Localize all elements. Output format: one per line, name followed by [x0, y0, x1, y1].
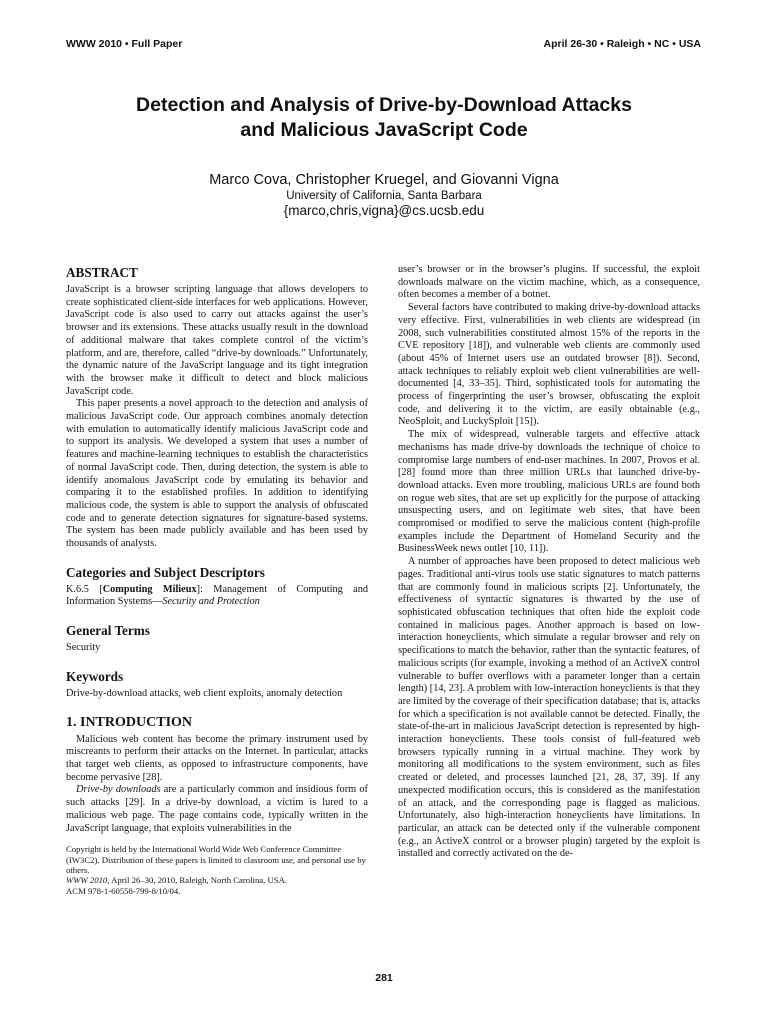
categories-text: [66, 584, 368, 609]
introduction-paragraph-2: [66, 784, 368, 835]
introduction-paragraph-2-text: are a particularly common and insidious form of such attacks [29]. In a drive-by download, a victim is lured to a malicious web page. The page contains code, typically written in the JavaScript language, that exploits vulnerabilities in the: [66, 784, 368, 834]
paper-title-line-2: and Malicious JavaScript Code: [240, 119, 528, 141]
right-paragraph-1: user’s browser or in the browser’s plugins. If successful, the exploit downloads malware on the victim machine, which, as a consequence, often becomes a member of a botnet.: [398, 264, 700, 301]
category-description: ]: Management of Computing and Information Systems—: [66, 583, 368, 608]
author-affiliation: University of California, Santa Barbara: [286, 190, 482, 202]
page-number: 281: [375, 972, 393, 984]
keywords-text: Drive-by-download attacks, web client exploits, anomaly detection: [66, 687, 343, 699]
conference-details: , April 26–30, 2010, Raleigh, North Carolina, USA.: [107, 875, 288, 886]
copyright-notice: [66, 844, 368, 896]
general-terms-heading: General Terms: [66, 623, 150, 639]
copyright-line-1: Copyright is held by the International World Wide Web Conference Committee (IW3C2). Distribution of these papers is limited to classroom use, and personal use by others.: [66, 844, 366, 876]
category-subject: Security and Protection: [162, 596, 260, 608]
running-header-left: WWW 2010 • Full Paper: [66, 38, 183, 50]
introduction-heading: 1. INTRODUCTION: [66, 714, 193, 730]
category-code: K.6.5 [: [66, 583, 103, 595]
right-paragraph-3: The mix of widespread, vulnerable targets and effective attack mechanisms has made drive-by downloads the technique of choice to compromise large numbers of end-user machines. In 2007, Provos et al. [28] found more than three million URLs that launched drive-by-download attacks. Even more troubling, malicious URLs are found both on rogue web sites, that are set up explicitly for the purpose of attacking unsuspecting users, and on legitimate web sites, that have been compromised or modified to serve the malicious content (high-profile examples include the Department of Homeland Security and the BusinessWeek news outlet [10, 11]).: [398, 429, 700, 555]
introduction-paragraph-1: Malicious web content has become the primary instrument used by miscreants to perform their attacks on the Internet. In particular, attacks that target web clients, as opposed to infrastructure components, have become pervasive [28].: [66, 733, 368, 783]
abstract-paragraph-2: This paper presents a novel approach to the detection and analysis of malicious JavaScript code. Our approach combines anomaly detection with emulation to automatically identify malicious JavaScript code and to support its analysis. We developed a system that uses a number of features and machine-learning techniques to establish the characteristics of normal JavaScript code. Then, during detection, the system is able to identify anomalous JavaScript code by emulating its behavior and comparing it to the established profiles. In addition to identifying malicious code, the system is able to support the analysis of obfuscated code and to generate detection signatures for signature-based systems. The system has been made publicly available and has been used by thousands of analysts.: [66, 398, 368, 550]
general-terms-text: Security: [66, 642, 101, 654]
abstract-heading: ABSTRACT: [66, 265, 138, 280]
abstract-paragraph-1: JavaScript is a browser scripting language that allows developers to create sophisticated client-side interfaces for web applications. However, JavaScript code is also used to carry out attacks against the user’s browser and its extensions. These attacks usually result in the download of additional malware that takes complete control of the victim’s platform, and are, therefore, called “drive-by downloads.” Unfortunately, the dynamic nature of the JavaScript language and its tight integration with the browser make it difficult to detect and block malicious JavaScript code.: [66, 284, 368, 397]
keywords-heading: Keywords: [66, 668, 124, 684]
right-paragraph-4: A number of approaches have been proposed to detect malicious web pages. Traditional anti-virus tools use static signatures to match patterns that are commonly found in malicious scripts [2]. Unfortunately, the effectiveness of syntactic signatures is thwarted by the use of sophisticated obfuscation techniques that often hide the exploit code contained in malicious pages. Another approach is based on low-interaction honeyclients, which simulate a regular browser and rely on specifications to match the behavior, rather than the syntactic features, of malicious scripts (for example, invoking a method of an ActiveX control vulnerable to buffer overflows with a parameter longer than a certain length) [14, 23]. A problem with low-interaction honeyclients is that they are limited by the coverage of their specification database; that is, attacks for which a specification is not available cannot be detected. Finally, the state-of-the-art in malicious JavaScript detection is represented by high-interaction honeyclients. These tools consist of full-featured web browsers typically running in a virtual machine. They work by monitoring all modifications to the system environment, such as files created or deleted, and processes launched [21, 28, 37, 39]. If any unexpected modification occurs, this is considered as the manifestation of an attack, and the corresponding page is flagged as malicious. Unfortunately, also high-interaction honeyclients have limitations. In particular, an attack can be detected only if the vulnerable component (e.g., an ActiveX control or a browser plugin) targeted by the exploit is installed and correctly activated on the de-: [398, 556, 700, 860]
conference-name: WWW 2010: [66, 875, 108, 886]
right-column: [398, 264, 700, 861]
categories-heading: Categories and Subject Descriptors: [66, 564, 265, 580]
paper-title-line-1: Detection and Analysis of Drive-by-Download Attacks: [136, 94, 632, 116]
copyright-line-3: ACM 978-1-60558-799-8/10/04.: [66, 885, 181, 896]
copyright-line-2: [66, 875, 368, 885]
left-column: [66, 264, 368, 896]
right-paragraph-2: Several factors have contributed to making drive-by-download attacks very effective. First, vulnerabilities in web clients are widespread (in 2008, such vulnerabilities constituted almost 15% of the reports in the CVE repository [18]), and vulnerable web clients are commonly used (about 45% of Internet users use an outdated browser [8]). Second, attack techniques to reliably exploit web client vulnerabilities are well-documented [4, 33–35]. Third, sophisticated tools for automating the process of fingerprinting the user’s browser, obfuscating the exploit code, and delivering it to the victim, are easily obtainable (e.g., NeoSploit, and LuckySploit [15]).: [398, 302, 700, 428]
drive-by-downloads-term: Drive-by downloads: [76, 784, 161, 796]
running-header-right: April 26-30 • Raleigh • NC • USA: [543, 38, 701, 50]
author-names: Marco Cova, Christopher Kruegel, and Giovanni Vigna: [209, 172, 559, 188]
category-term: Computing Milieux: [102, 583, 197, 595]
author-email: {marco,chris,vigna}@cs.ucsb.edu: [283, 203, 485, 218]
